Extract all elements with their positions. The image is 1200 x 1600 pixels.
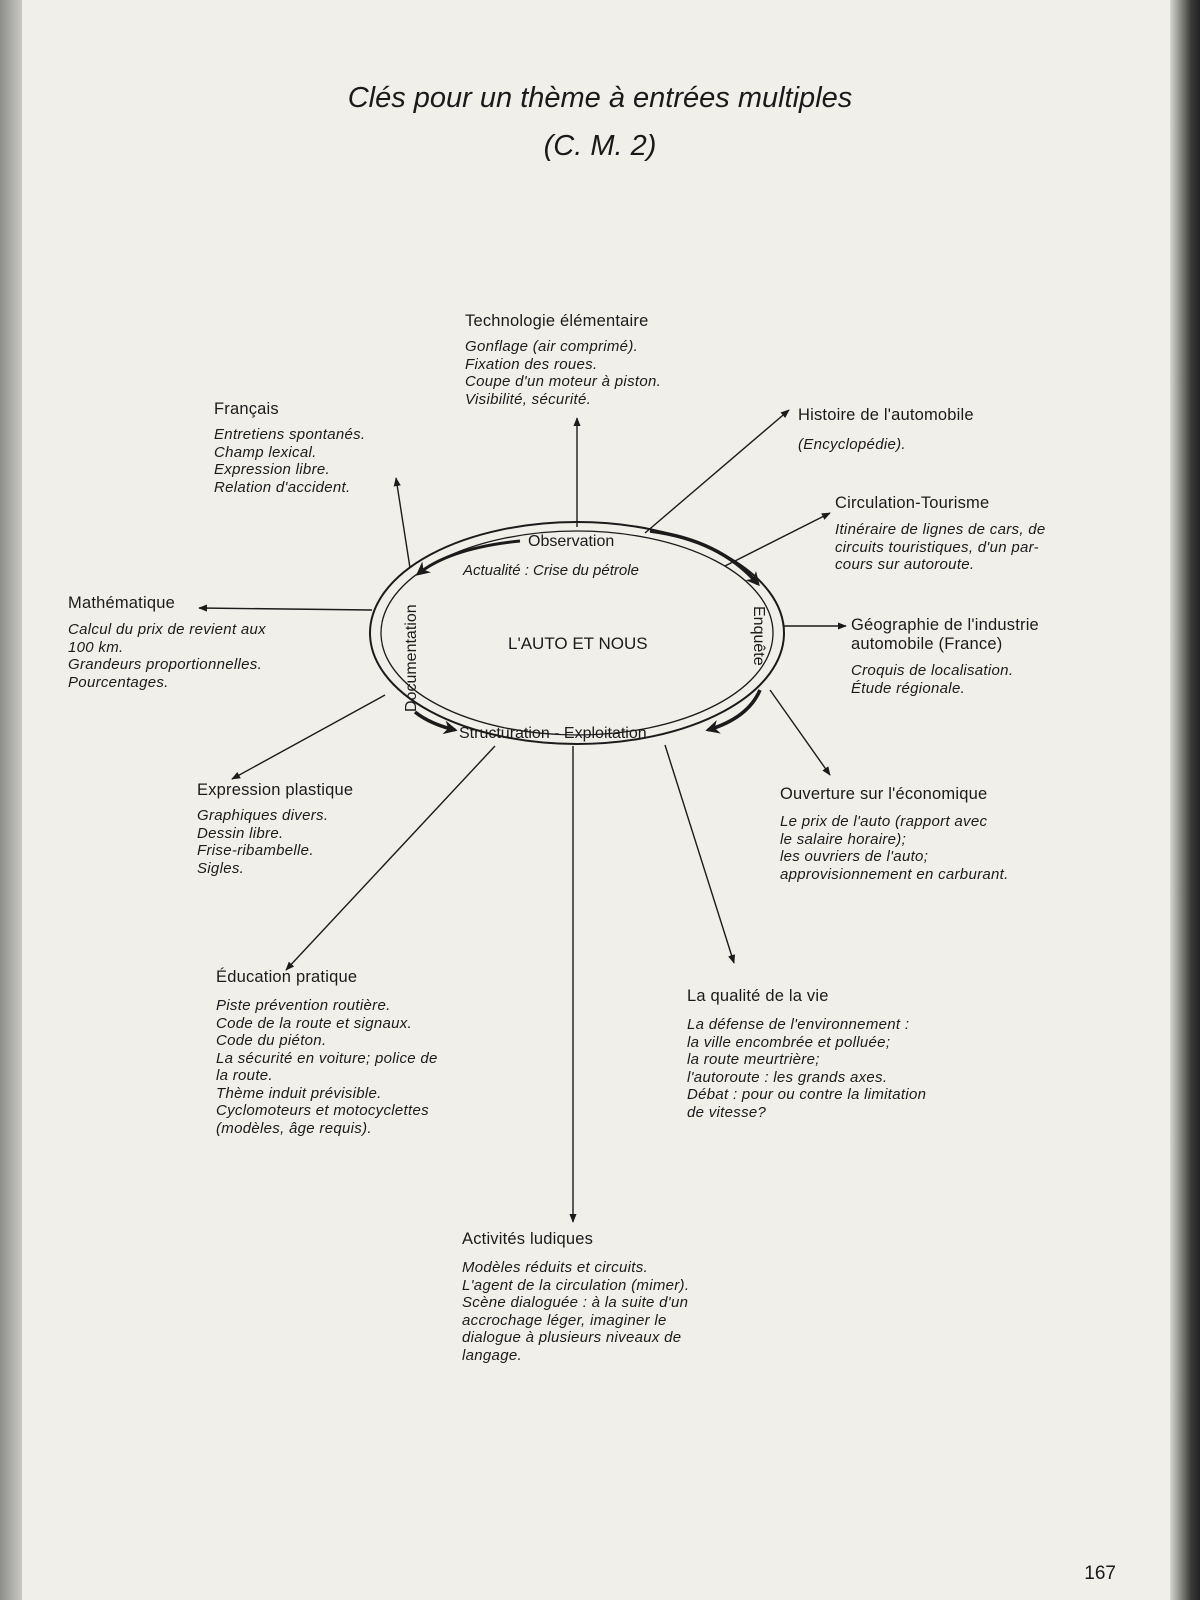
node-title: La qualité de la vie (687, 987, 829, 1005)
page-subtitle: (C. M. 2) (543, 130, 657, 162)
node-line: Grandeurs proportionnelles. (68, 656, 263, 673)
node-line: (modèles, âge requis). (216, 1119, 372, 1137)
node-line: Thème induit prévisible. (216, 1084, 382, 1102)
node-francais (214, 400, 365, 496)
node-title-line2: automobile (France) (851, 635, 1003, 653)
node-line: Coupe d'un moteur à piston. (465, 373, 662, 390)
node-line: Relation d'accident. (214, 478, 351, 496)
node-title: Éducation pratique (216, 968, 358, 986)
node-line: Code de la route et signaux. (216, 1014, 413, 1032)
node-histoire (798, 406, 974, 454)
node-line: Entretiens spontanés. (214, 426, 366, 443)
cycle-label-enquete: Enquête (750, 606, 767, 666)
center-label: L'AUTO ET NOUS (508, 634, 648, 653)
node-line: Frise-ribambelle. (197, 842, 314, 859)
node-qualite (687, 987, 926, 1121)
node-line: la ville encombrée et polluée; (687, 1033, 891, 1051)
node-line: Croquis de localisation. (851, 662, 1014, 679)
node-line: Piste prévention routière. (216, 997, 391, 1014)
cycle-label-observation: Observation (528, 533, 615, 550)
node-line: Graphiques divers. (197, 807, 329, 824)
node-line: La défense de l'environnement : (687, 1016, 910, 1033)
node-title: Géographie de l'industrie (851, 616, 1039, 634)
node-education (216, 968, 438, 1137)
node-line: dialogue à plusieurs niveaux de (462, 1329, 682, 1346)
node-title: Français (214, 400, 279, 418)
node-title: Ouverture sur l'économique (780, 785, 988, 803)
cycle-label-structuration: Structuration - Exploitation (459, 725, 647, 742)
node-line: langage. (462, 1346, 522, 1364)
node-line: circuits touristiques, d'un par- (835, 538, 1039, 556)
node-title: Activités ludiques (462, 1230, 594, 1248)
arrow-to-qualite (665, 745, 734, 963)
node-ludiques (462, 1230, 689, 1364)
cycle-label-documentation: Documentation (403, 604, 420, 712)
node-line: Le prix de l'auto (rapport avec (780, 813, 988, 830)
node-line: la route. (216, 1067, 273, 1084)
node-technologie (465, 312, 661, 408)
node-line: les ouvriers de l'auto; (780, 848, 929, 865)
node-title: Histoire de l'automobile (798, 406, 974, 424)
node-line: accrochage léger, imaginer le (462, 1311, 667, 1329)
node-line: Cyclomoteurs et motocyclettes (216, 1102, 429, 1119)
cycle-arrow-enquete-structuration (708, 690, 760, 730)
node-geographie (851, 616, 1039, 697)
page-number: 167 (1084, 1563, 1116, 1584)
node-line: Champ lexical. (214, 443, 317, 461)
node-mathematique (68, 594, 266, 691)
node-line: Fixation des roues. (465, 355, 598, 373)
node-line: Étude régionale. (851, 679, 966, 697)
node-title: Expression plastique (197, 781, 354, 799)
arrow-to-expression (232, 695, 385, 779)
node-line: Expression libre. (214, 461, 330, 478)
arrow-to-histoire (645, 410, 789, 533)
node-line: L'agent de la circulation (mimer). (462, 1276, 690, 1294)
node-line: Gonflage (air comprimé). (465, 338, 639, 355)
node-line: Dessin libre. (197, 824, 284, 842)
node-line: Itinéraire de lignes de cars, de (835, 521, 1046, 538)
node-line: Calcul du prix de revient aux (68, 621, 266, 638)
node-line: le salaire horaire); (780, 830, 907, 848)
node-line: approvisionnement en carburant. (780, 865, 1009, 883)
node-line: cours sur autoroute. (835, 556, 975, 573)
node-title: Mathématique (68, 594, 175, 612)
node-line: Débat : pour ou contre la limitation (687, 1086, 927, 1103)
node-line: Pourcentages. (68, 673, 169, 691)
node-line: de vitesse? (687, 1103, 767, 1121)
node-economique (780, 785, 1009, 883)
node-line: Visibilité, sécurité. (465, 390, 592, 408)
page-title: Clés pour un thème à entrées multiples (347, 82, 853, 114)
node-line: Sigles. (197, 859, 245, 877)
arrow-to-francais (396, 478, 410, 568)
node-line: Modèles réduits et circuits. (462, 1259, 648, 1276)
node-expression (197, 781, 353, 877)
node-circulation (835, 494, 1046, 574)
node-line: la route meurtrière; (687, 1051, 820, 1068)
node-line: 100 km. (68, 638, 124, 656)
arrow-to-economique (770, 690, 830, 775)
node-line: (Encyclopédie). (798, 436, 906, 453)
arrow-to-circulation (725, 513, 830, 566)
node-title: Technologie élémentaire (465, 312, 649, 330)
cycle-label-actualite: Actualité : Crise du pétrole (463, 562, 639, 579)
node-line: La sécurité en voiture; police de (216, 1049, 438, 1067)
node-line: Code du piéton. (216, 1032, 327, 1049)
node-line: l'autoroute : les grands axes. (687, 1068, 888, 1086)
node-line: Scène dialoguée : à la suite d'un (462, 1294, 689, 1311)
node-title: Circulation-Tourisme (835, 494, 990, 512)
